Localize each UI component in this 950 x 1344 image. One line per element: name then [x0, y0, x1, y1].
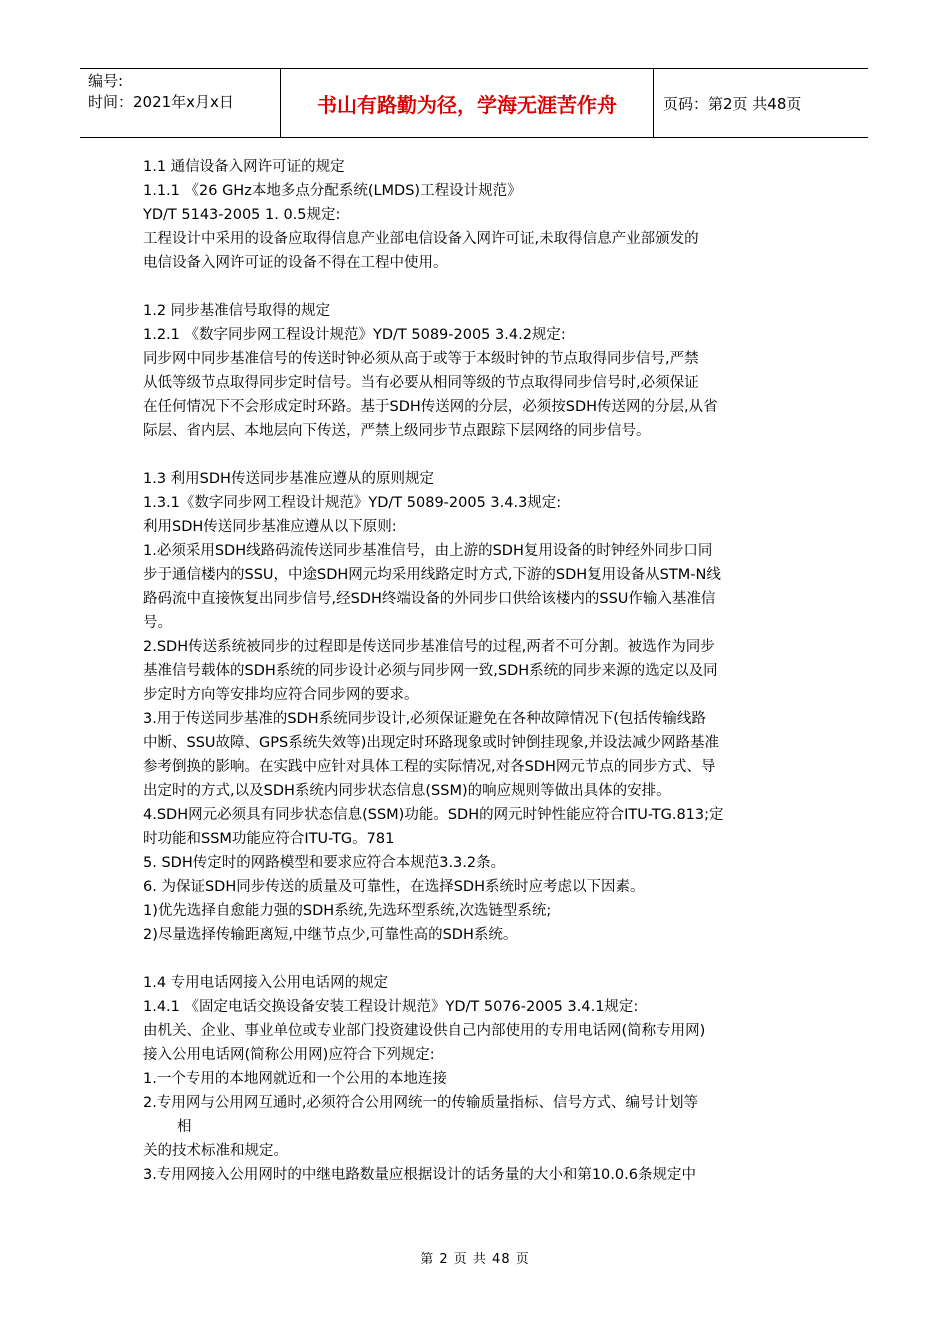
text-line: 出定时的方式,以及SDH系统内同步状态信息(SSM)的响应规则等做出具体的安排。: [143, 783, 671, 799]
document-body: [143, 155, 823, 1187]
document-time-label: 时间：2021年x月x日: [88, 93, 234, 111]
text-line: 时功能和SSM功能应符合ITU-TG。781: [143, 831, 395, 847]
text-line: 中断、SSU故障、GPS系统失效等)出现定时环路现象或时钟倒挂现象,并设法减少网路基准: [143, 735, 719, 751]
text-line: 1.2 同步基准信号取得的规定: [143, 303, 331, 319]
text-line: 路码流中直接恢复出同步信号,经SDH终端设备的外同步口供给该楼内的SSU作输入基准信: [143, 591, 716, 607]
text-line: 4.SDH网元必须具有同步状态信息(SSM)功能。SDH的网元时钟性能应符合ITU-TG.813;定: [143, 807, 724, 823]
text-line: 2.专用网与公用网互通时,必须符合公用网统一的传输质量指标、信号方式、编号计划等: [143, 1095, 698, 1111]
text-line: 际层、省内层、本地层向下传送，严禁上级同步节点跟踪下层网络的同步信号。: [143, 423, 651, 439]
text-line: 2)尽量选择传输距离短,中继节点少,可靠性高的SDH系统。: [143, 927, 518, 943]
text-line: 1.2.1 《数字同步网工程设计规范》YD/T 5089-2005 3.4.2规定:: [143, 327, 566, 343]
text-line: 1.3.1《数字同步网工程设计规范》YD/T 5089-2005 3.4.3规定:: [143, 495, 562, 511]
text-line: [143, 275, 823, 299]
text-line: 在任何情况下不会形成定时环路。基于SDH传送网的分层，必须按SDH传送网的分层,从省: [143, 399, 718, 415]
text-line: 利用SDH传送同步基准应遵从以下原则:: [143, 519, 397, 535]
text-line: YD/T 5143-2005 1. 0.5规定:: [143, 207, 341, 223]
text-line: 1.1 通信设备入网许可证的规定: [143, 159, 345, 175]
text-line: 5. SDH传定时的网路模型和要求应符合本规范3.3.2条。: [143, 855, 506, 871]
text-line: [143, 443, 823, 467]
text-line: 3.用于传送同步基准的SDH系统同步设计,必须保证避免在各种故障情况下(包括传输线路: [143, 711, 706, 727]
page-footer: 第 2 页 共 48 页: [420, 1252, 530, 1267]
text-line: 接入公用电话网(简称公用网)应符合下列规定:: [143, 1047, 435, 1063]
text-line: 同步网中同步基准信号的传送时钟必须从高于或等于本级时钟的节点取得同步信号,严禁: [143, 351, 699, 367]
document-number-label: 编号:: [88, 72, 124, 90]
text-line: 1.4 专用电话网接入公用电话网的规定: [143, 975, 389, 991]
text-line: 参考倒换的影响。在实践中应针对具体工程的实际情况,对各SDH网元节点的同步方式、导: [143, 759, 716, 775]
text-line: [143, 947, 823, 971]
text-line: 相: [177, 1119, 192, 1135]
header-motto: 书山有路勤为径，学海无涯苦作舟: [317, 92, 617, 117]
text-line: 3.专用网接入公用网时的中继电路数量应根据设计的话务量的大小和第10.0.6条规定中: [143, 1167, 696, 1183]
header-page-code: 页码：第2页 共48页: [663, 95, 802, 113]
text-line: 1.一个专用的本地网就近和一个公用的本地连接: [143, 1071, 447, 1087]
text-line: 6. 为保证SDH同步传送的质量及可靠性，在选择SDH系统时应考虑以下因素。: [143, 879, 645, 895]
text-line: 1.4.1 《固定电话交换设备安装工程设计规范》YD/T 5076-2005 3.4.1规定:: [143, 999, 639, 1015]
text-line: 工程设计中采用的设备应取得信息产业部电信设备入网许可证,未取得信息产业部颁发的: [143, 231, 699, 247]
text-line: 由机关、企业、事业单位或专业部门投资建设供自己内部使用的专用电话网(简称专用网): [143, 1023, 706, 1039]
text-line: 从低等级节点取得同步定时信号。当有必要从相同等级的节点取得同步信号时,必须保证: [143, 375, 699, 391]
text-line: 步于通信楼内的SSU，中途SDH网元均采用线路定时方式,下游的SDH复用设备从STM-N线: [143, 567, 721, 583]
text-line: 2.SDH传送系统被同步的过程即是传送同步基准信号的过程,两者不可分割。被选作为同步: [143, 639, 715, 655]
text-line: 1.必须采用SDH线路码流传送同步基准信号，由上游的SDH复用设备的时钟经外同步口同: [143, 543, 713, 559]
text-line: 1)优先选择自愈能力强的SDH系统,先选环型系统,次选链型系统;: [143, 903, 552, 919]
text-line: 号。: [143, 615, 172, 631]
text-line: 基准信号载体的SDH系统的同步设计必须与同步网一致,SDH系统的同步来源的选定以及同: [143, 663, 718, 679]
header-divider: [653, 69, 654, 137]
header-meta: [88, 71, 278, 113]
page-header: [80, 68, 868, 138]
text-line: 步定时方向等安排均应符合同步网的要求。: [143, 687, 419, 703]
text-line: 1.3 利用SDH传送同步基准应遵从的原则规定: [143, 471, 434, 487]
text-line: 关的技术标准和规定。: [143, 1143, 288, 1159]
text-line: 1.1.1 《26 GHz本地多点分配系统(LMDS)工程设计规范》: [143, 183, 522, 199]
text-line: 电信设备入网许可证的设备不得在工程中使用。: [143, 255, 448, 271]
